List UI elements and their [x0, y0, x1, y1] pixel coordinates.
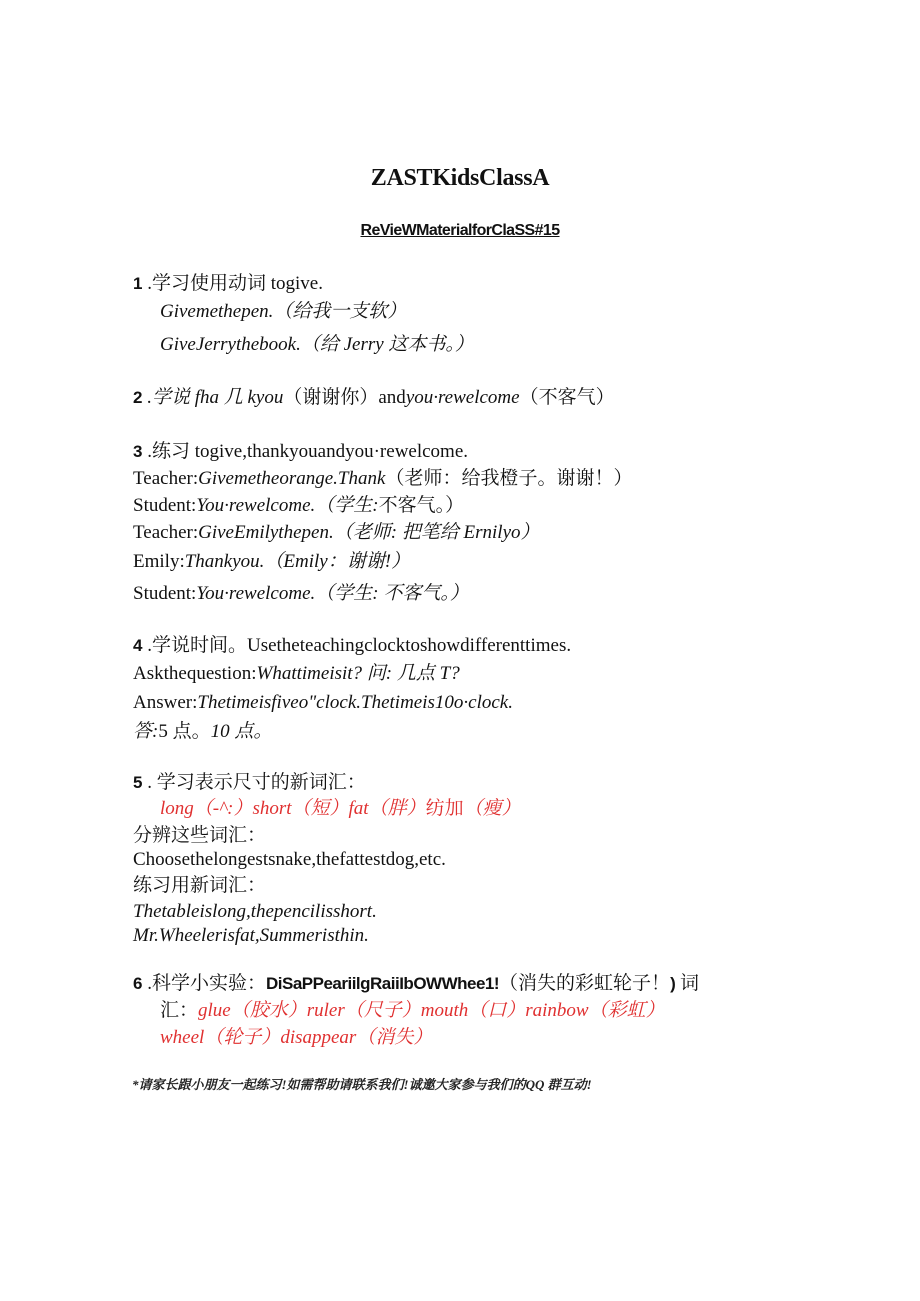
speaker: Teacher:: [133, 522, 199, 543]
section-number: 6: [133, 974, 143, 993]
experiment-name: DiSaPPeariilgRaiiIbOWWhee1!: [265, 974, 500, 993]
dialogue-line: [133, 521, 540, 545]
section-6-heading: [133, 972, 699, 996]
example-line: Thetableislong,thepencilisshort.: [133, 901, 377, 922]
speech: Givemetheorange.Thank: [198, 468, 386, 489]
speaker: Student:: [133, 583, 197, 604]
example-line: Choosethelongestsnake,thefattestdog,etc.: [133, 849, 446, 870]
dialogue-line: [133, 582, 469, 606]
translation: （老师：给我橙子。谢谢！）: [385, 468, 633, 489]
label: 汇：: [160, 1000, 199, 1021]
label: Answer:: [133, 692, 198, 713]
section-text: ): [670, 974, 676, 993]
section-2-heading: [133, 386, 615, 410]
section-text: 词: [675, 973, 699, 994]
instruction-line: 练习用新词汇：: [133, 875, 267, 896]
vocab: long（-^:）short（短）fat（胖）: [160, 798, 426, 819]
question-line: [133, 662, 460, 686]
section-number: 5: [133, 773, 143, 792]
vocab-line: [160, 999, 665, 1023]
section-1-heading: [133, 272, 323, 296]
section-5-heading: [133, 771, 366, 795]
section-number: 3: [133, 442, 143, 461]
speaker: Emily:: [133, 551, 185, 572]
speech: Thankyou.（Emily：谢谢!）: [184, 551, 411, 572]
section-1-example-2: GiveJerrythebook.（给 Jerry 这本书。）: [160, 334, 474, 355]
speech: GiveEmilythepen.（老师: 把笔给 Ernilyo）: [198, 522, 540, 543]
vocab-line: wheel（轮子）disappear（消失）: [160, 1027, 433, 1048]
speaker: Teacher:: [133, 468, 199, 489]
document-title: ZASTKidsClassA: [370, 165, 550, 191]
section-text: （谢谢你）and: [283, 387, 406, 408]
dialogue-line: [133, 467, 632, 491]
answer: 5 点。: [158, 721, 211, 742]
section-number: 2: [133, 388, 143, 407]
answer-line: [133, 691, 513, 715]
dialogue-line: [133, 494, 464, 518]
answer: Thetimeisfiveo"clock.Thetimeis10o·clock.: [197, 692, 513, 713]
section-heading-text: .学说时间。Usetheteachingclocktoshowdifferenttimes.: [142, 635, 572, 656]
section-text: .科学小实验：: [142, 973, 266, 994]
speech: You·rewelcome.（学生: 不客气。）: [196, 583, 469, 604]
section-number: 4: [133, 636, 143, 655]
section-3-heading: [133, 440, 468, 464]
answer-chinese-line: [133, 720, 272, 744]
section-1-example-1: Givemethepen.（给我一支软）: [160, 301, 407, 322]
label: Askthequestion:: [133, 663, 257, 684]
vocab: 纺加: [425, 798, 464, 819]
section-text: （不客气）: [519, 387, 615, 408]
question: Whattimeisit? 问: 几点 T?: [256, 663, 460, 684]
section-text: .学说 fha 几 kyou: [142, 387, 284, 408]
speaker: Student:: [133, 495, 197, 516]
answer: 10 点。: [210, 721, 273, 742]
dialogue-line: [133, 550, 410, 574]
section-4-heading: [133, 634, 571, 658]
vocab-line: [160, 797, 521, 821]
section-number: 1: [133, 274, 143, 293]
instruction-line: 分辨这些词汇：: [133, 825, 267, 846]
section-heading-text: .学习使用动词 togive.: [142, 273, 323, 294]
section-heading-text: .练习 togive,thankyouandyou·rewelcome.: [142, 441, 469, 462]
section-text: （消失的彩虹轮子！: [499, 973, 671, 994]
document-subtitle: ReVieWMaterialforClaSS#15: [360, 222, 560, 239]
section-text: you·rewelcome: [405, 387, 520, 408]
footer-note: *请家长跟小朋友一起练习!如需帮助请联系我们!诚邀大家参与我们的QQ 群互动!: [132, 1077, 592, 1092]
speech: You·rewelcome.（学生:: [196, 495, 379, 516]
vocab: （瘦）: [463, 798, 521, 819]
vocab: glue（胶水）ruler（尺子）mouth（口）rainbow（彩虹）: [198, 1000, 665, 1021]
label: 答:: [133, 721, 159, 742]
example-line: Mr.Wheelerisfat,Summeristhin.: [133, 925, 369, 946]
section-heading-text: . 学习表示尺寸的新词汇：: [142, 772, 366, 793]
translation: 不客气。）: [378, 495, 465, 516]
